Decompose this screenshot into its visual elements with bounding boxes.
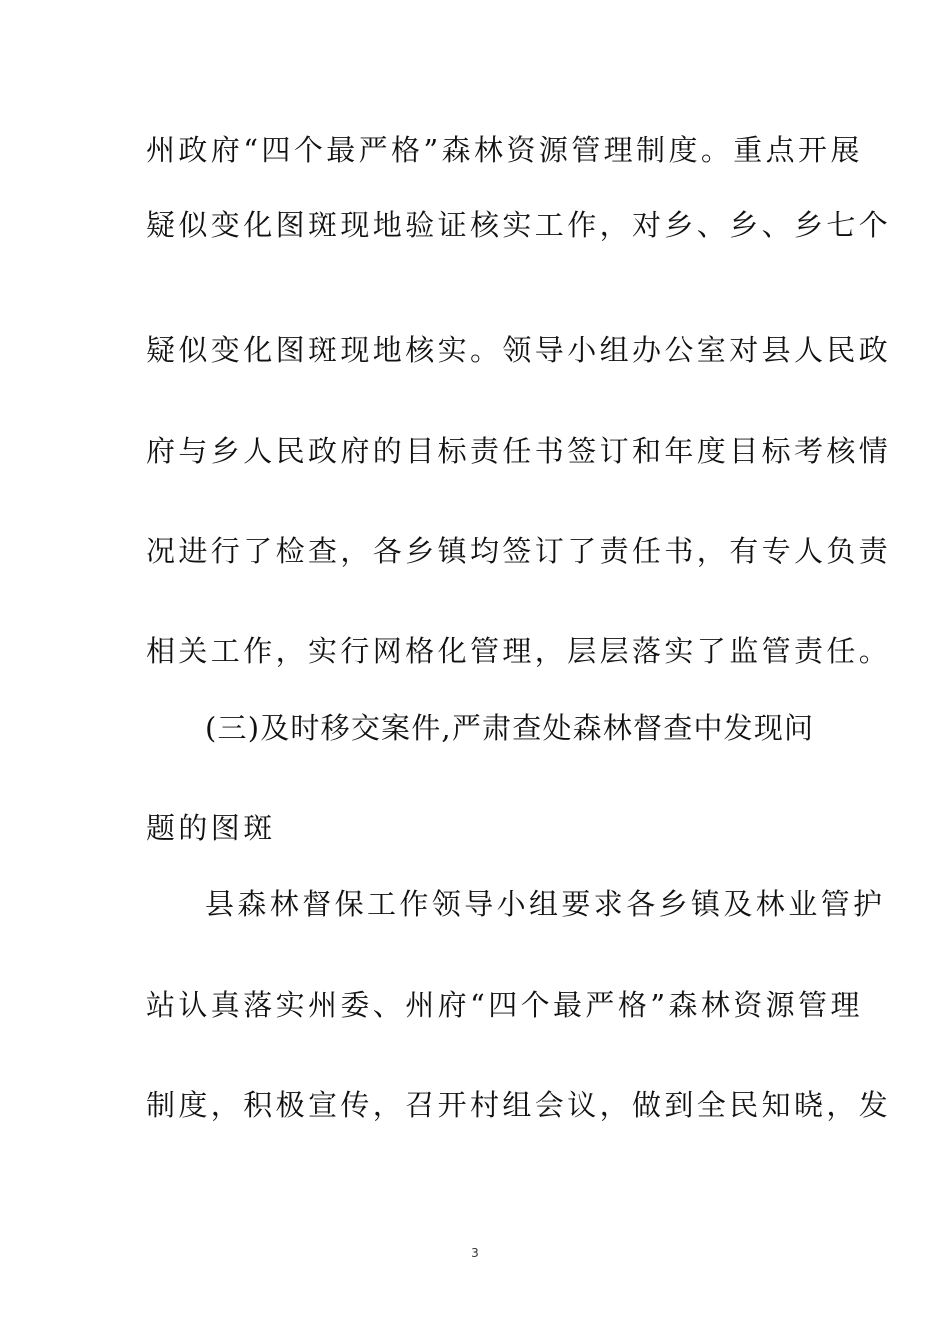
body-text-line: 制度，积极宣传，召开村组会议，做到全民知晓，发 [146,1088,892,1122]
body-text-line: 相关工作，实行网格化管理，层层落实了监管责任。 [146,634,892,668]
page-number: 3 [471,1246,479,1260]
body-text-line: 疑似变化图斑现地验证核实工作，对乡、乡、乡七个 [146,208,892,242]
body-text-line: 站认真落实州委、州府“四个最严格”森林资源管理 [146,988,863,1022]
paragraph-first-line: 县森林督保工作领导小组要求各乡镇及林业管护 [205,887,886,921]
body-text-line: 州政府“四个最严格”森林资源管理制度。重点开展 [146,133,863,167]
section-heading-continuation: 题的图斑 [146,811,276,845]
body-text-line: 府与乡人民政府的目标责任书签订和年度目标考核情 [146,434,892,468]
section-heading-line: (三)及时移交案件,严肃查处森林督查中发现问 [205,711,815,745]
body-text-line: 疑似变化图斑现地核实。领导小组办公室对县人民政 [146,333,892,367]
body-text-line: 况进行了检查，各乡镇均签订了责任书，有专人负责 [146,534,892,568]
